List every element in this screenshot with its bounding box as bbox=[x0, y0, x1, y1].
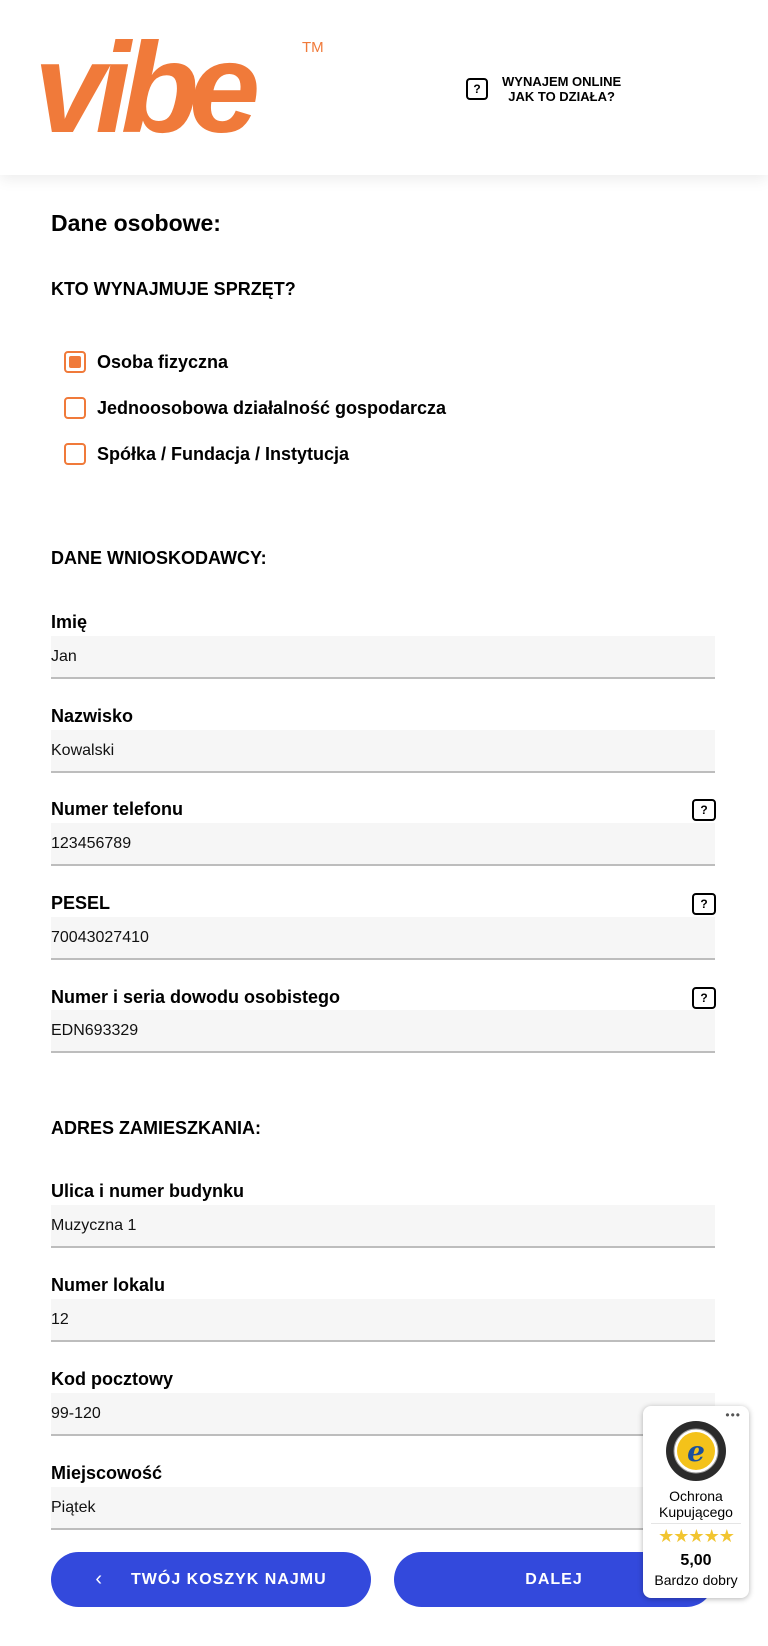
pesel-input[interactable]: 70043027410 bbox=[51, 917, 715, 960]
postal-code-input[interactable]: 99-120 bbox=[51, 1393, 715, 1436]
svg-text:e: e bbox=[687, 1435, 705, 1468]
site-header bbox=[0, 0, 768, 175]
rating-description: Bardzo dobry bbox=[654, 1572, 738, 1588]
checkbox-checked-icon[interactable] bbox=[64, 351, 86, 373]
chevron-left-icon: ‹ bbox=[95, 1568, 103, 1590]
renter-type-title: KTO WYNAJMUJE SPRZĘT? bbox=[51, 279, 296, 299]
last-name-label: Nazwisko bbox=[51, 706, 134, 726]
street-input[interactable]: Muzyczna 1 bbox=[51, 1205, 715, 1248]
checkbox-unchecked-icon[interactable] bbox=[64, 443, 86, 465]
applicant-section-title: DANE WNIOSKODAWCY: bbox=[51, 548, 267, 568]
checkbox-unchecked-icon[interactable] bbox=[64, 397, 86, 419]
vibe-logo[interactable] bbox=[32, 28, 332, 148]
apartment-label: Numer lokalu bbox=[51, 1275, 166, 1295]
first-name-label: Imię bbox=[51, 612, 88, 632]
apartment-input[interactable]: 12 bbox=[51, 1299, 715, 1342]
renter-option-label: Osoba fizyczna bbox=[97, 351, 229, 372]
question-icon: ? bbox=[466, 78, 488, 100]
buyer-protection-text bbox=[643, 1488, 749, 1520]
phone-help-icon[interactable]: ? bbox=[692, 799, 716, 821]
renter-option-company[interactable] bbox=[64, 443, 349, 465]
how-it-works-line-1: WYNAJEM ONLINE bbox=[502, 74, 622, 89]
renter-option-label: Spółka / Fundacja / Instytucja bbox=[97, 443, 350, 464]
phone-input[interactable]: 123456789 bbox=[51, 823, 715, 866]
postal-code-label: Kod pocztowy bbox=[51, 1369, 173, 1389]
last-name-input[interactable]: Kowalski bbox=[51, 730, 715, 773]
back-to-cart-label: TWÓJ KOSZYK NAJMU bbox=[131, 1570, 327, 1588]
trusted-shops-seal-icon bbox=[665, 1420, 727, 1482]
street-label: Ulica i numer budynku bbox=[51, 1181, 245, 1201]
city-label: Miejscowość bbox=[51, 1463, 163, 1483]
vibe-logo-graphic bbox=[32, 28, 332, 148]
next-label: DALEJ bbox=[525, 1570, 583, 1588]
city-input[interactable]: Piątek bbox=[51, 1487, 715, 1530]
renter-option-individual[interactable] bbox=[64, 351, 228, 373]
how-it-works-text bbox=[502, 74, 621, 104]
address-section-title: ADRES ZAMIESZKANIA: bbox=[51, 1118, 261, 1138]
pesel-label: PESEL bbox=[51, 893, 111, 913]
first-name-input[interactable]: Jan bbox=[51, 636, 715, 679]
how-it-works-link[interactable] bbox=[466, 74, 621, 104]
badge-divider bbox=[651, 1523, 741, 1524]
buyer-protection-line-1: Ochrona bbox=[669, 1488, 723, 1504]
phone-label: Numer telefonu bbox=[51, 799, 184, 819]
rating-stars-icon: ★★★★★ bbox=[658, 1526, 734, 1546]
id-card-label: Numer i seria dowodu osobistego bbox=[51, 987, 341, 1007]
id-card-help-icon[interactable]: ? bbox=[692, 987, 716, 1009]
rating-score: 5,00 bbox=[680, 1552, 712, 1569]
how-it-works-line-2: JAK TO DZIAŁA? bbox=[508, 89, 615, 104]
renter-option-label: Jednoosobowa działalność gospodarcza bbox=[97, 397, 447, 418]
id-card-input[interactable]: EDN693329 bbox=[51, 1010, 715, 1053]
back-to-cart-button[interactable] bbox=[51, 1552, 371, 1607]
page-title: Dane osobowe: bbox=[51, 210, 221, 236]
trusted-shops-badge[interactable] bbox=[643, 1406, 749, 1598]
badge-menu-icon[interactable]: ••• bbox=[725, 1408, 741, 1422]
buyer-protection-line-2: Kupującego bbox=[659, 1504, 733, 1520]
logo-wordmark: vibe bbox=[34, 28, 251, 148]
pesel-help-icon[interactable]: ? bbox=[692, 893, 716, 915]
logo-trademark: TM bbox=[302, 39, 324, 56]
renter-option-sole-proprietor[interactable] bbox=[64, 397, 446, 419]
